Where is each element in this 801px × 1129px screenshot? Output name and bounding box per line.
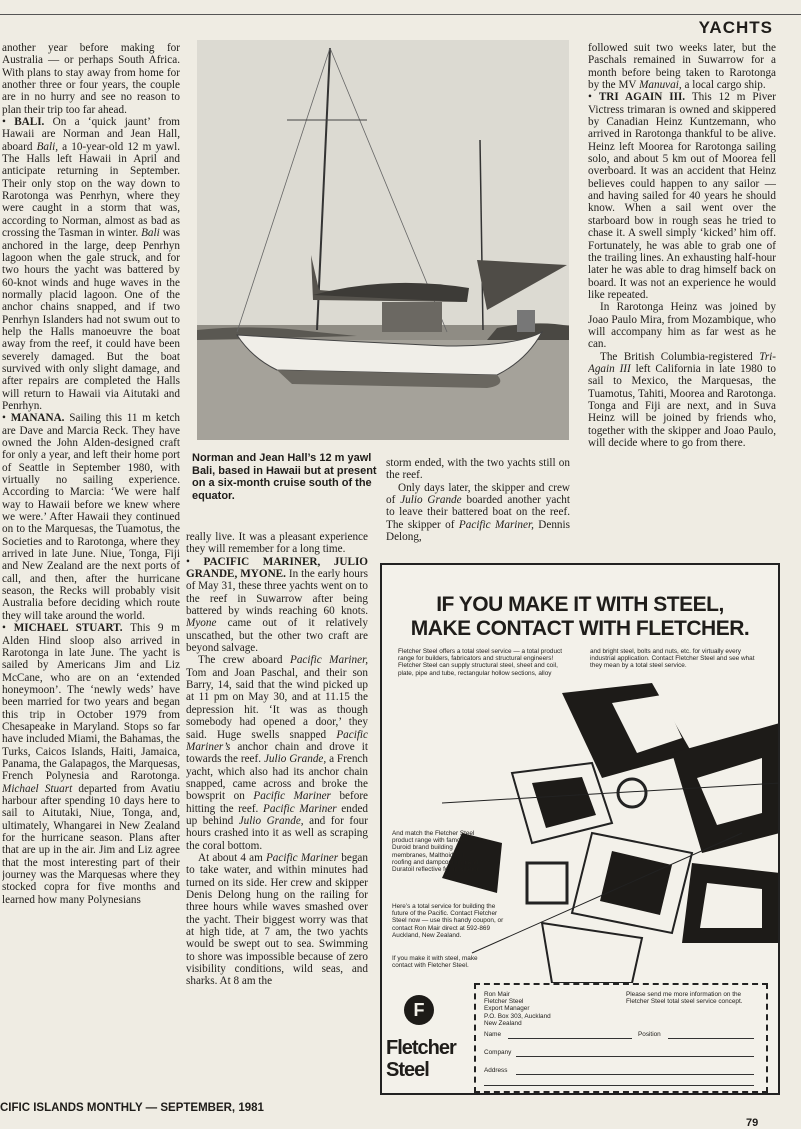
text: a 10-year-old 12 m yawl. The Halls left Hawaii in April and anticipate returning in September. Their only stop on the way down to Rarotonga was Penrhyn, where they were caught in a storm that was, according to Norman, almost as bad as crossing the Tasman in winter. — [2, 140, 180, 240]
boat-name: Pacific Mariner’s — [186, 728, 368, 753]
page-footer: CIFIC ISLANDS MONTHLY — SEPTEMBER, 1981 — [0, 1102, 264, 1114]
text: left California in late 1980 to sail to Mexico, the Marquesas, the Tuamotus, Tahiti, Moorea and Rarotonga. Tonga and Fiji are next, and in Suva Heinz will be joined by friends who, together with the skipper and Joao Paulo, will decide where to go from there. — [588, 362, 776, 449]
paragraph: storm ended, with the two yachts still on the reef. — [386, 457, 570, 482]
text: Tom and Joan Paschal, and their son Barry, 14, said that the wind picked up at 11 pm on May 30, and at 11.15 the depression hit. ‘It was as though somebody had opened a door,’ they said. Huge swells snapped — [186, 666, 368, 741]
field-address-label: Address — [484, 1067, 508, 1074]
article-column-4 — [588, 42, 776, 557]
field-name-label: Name — [484, 1031, 502, 1038]
text: At about 4 am — [198, 851, 263, 864]
boat-name: Julio Grande, — [263, 753, 327, 766]
boat-heading: MICHAEL STUART. — [13, 622, 123, 635]
field-name-line[interactable] — [508, 1038, 632, 1039]
field-address-line[interactable] — [516, 1074, 754, 1075]
paragraph — [186, 654, 368, 852]
text: On a ‘quick jaunt’ from Hawaii are Norman and Jean Hall, aboard — [2, 116, 180, 153]
boat-name: Pacific Mariner — [263, 802, 337, 815]
boat-name: Myone — [186, 617, 217, 630]
paragraph: • BALI. On a ‘quick jaunt’ from Hawaii are Norman and Jean Hall, aboard Bali, a 10-year-old 12 m yawl. The Halls left Hawaii in April and anticipate returning in September. Their only stop on the way down to Rarotonga was Penrhyn, where they were caught in a storm that was, according to Norman, almost as bad as crossing the Tasman in winter. Bali was anchored in the large, deep Penrhyn lagoon when the gale struck, and for two hours the yacht was battered by 60-knot winds and huge waves in the normally placid lagoon. One of the anchor chains snapped, and if two Penrhyn Islanders had not swum out to help the Halls manoeuvre the boat away from the reef, it could have been severely damaged. But the boat survived with only slight damage, and after repairs are completed the Halls will return to Hawaii via Aitutaki and Penrhyn. — [2, 116, 180, 412]
boat-heading: MANANA. — [10, 412, 65, 425]
text: Only days later, the skipper and crew of — [386, 481, 570, 507]
text: a French yacht, which also had its anchor chain snapped, came across and broke the bowsprit on — [186, 753, 368, 803]
boat-name: Michael Stuart — [2, 782, 73, 795]
paragraph: • PACIFIC MARINER, JULIO GRANDE, MYONE. In the early hours of May 31, these three yachts went on to the reef in Suwarrow after being battered by winds reaching 60 knots. Myone came out of it relatively unscathed, but the other two craft are beyond salvage. — [186, 555, 368, 655]
boat-name: Tri-Again III — [588, 350, 776, 375]
boat-name: Pacific Mariner, — [458, 518, 534, 531]
text: This 9 m Alden Hind sloop also arrived in Rarotonga in late June. The yacht is sailed by Americans Jim and Liz McCane, who are on an ‘extended honeymoon’. The ‘newly weds’ have been married for two years and began this trip in October 1979 from Chesapeake in Maryland. Stops so far have included Miami, the Bahamas, the Turks, Caicos Islands, Haiti, Jamaica, Panama, the Galapagos, the Marquesas, French Polynesia and Rarotonga. — [2, 622, 180, 783]
ad-headline-2: MAKE CONTACT WITH FLETCHER. — [410, 617, 750, 640]
text: anchor chain and drove it towards the reef. — [186, 740, 368, 766]
ad-service-text: Here’s a total service for building the future of the Pacific. Contact Fletcher Steel now — use this handy coupon, or contact Ron Mair direct at 592-869 Auckland, New Zealand. — [392, 903, 504, 939]
boat-heading: BALI. — [14, 116, 45, 129]
text: boarded another yacht to leave their battered boat on the reef. The skipper of — [386, 494, 570, 531]
text: was anchored in the large, deep Penrhyn lagoon when the gale struck, and for two hours the yacht was battered by 60-knot winds and huge waves in the normally placid lagoon. One of the anchor chains snapped, and if two Penrhyn Islanders had not swum out to help the Halls manoeuvre the boat away from the reef, it could have been severely damaged. But the boat survived with only slight damage, and after repairs are completed the Halls will return to Hawaii via Aitutaki and Penrhyn. — [2, 227, 180, 412]
fletcher-steel-logo — [386, 981, 470, 1087]
ad-closing-text: If you make it with steel, make contact with Fletcher Steel. — [392, 955, 478, 970]
paragraph: another year before making for Australia — or perhaps South Africa. With plans to stay away from home for another three or four years, the couple are in no hurry and see no reason to plan their trip too far ahead. — [2, 42, 180, 116]
text: followed suit two weeks later, but the Paschals remained in Suwarrow for a month before being taken to Rarotonga by the MV — [588, 42, 776, 92]
article-column-3 — [386, 457, 570, 557]
text: a local cargo ship. — [684, 79, 766, 92]
address-line: New Zealand — [484, 1019, 522, 1027]
address-line: Export Manager — [484, 1005, 530, 1013]
coupon-form[interactable] — [474, 983, 768, 1093]
text: The crew aboard — [198, 654, 283, 667]
top-rule — [0, 14, 801, 15]
address-line: P.O. Box 303, Auckland — [484, 1012, 551, 1020]
paragraph — [588, 42, 776, 91]
article-column-2 — [186, 531, 368, 1093]
text: In the early hours of May 31, these three yachts went on to the reef in Suwarrow after being battered by winds reaching 60 knots. — [186, 568, 368, 618]
paragraph — [386, 482, 570, 544]
boat-name: Julio Grande — [400, 494, 462, 507]
paragraph: really live. It was a pleasant experience they will remember for a long time. — [186, 531, 368, 556]
paragraph — [588, 351, 776, 450]
article-column-1 — [2, 42, 180, 1084]
boat-name: Pacific Mariner — [265, 851, 339, 864]
paragraph: • MANANA. Sailing this 11 m ketch are Dave and Marcia Reck. They have owned the John Alden-designed craft for only a year, and left their home port of Seattle in September 1980, with virtually no sailing experience. According to Marcia: ‘We were half way to Hawaii before we knew where we were.’ After Hawaii they continued on to the Marquesas, the Tuamotus, the Societies and to Rarotonga, where they arrived in late June. Niue, Tonga, Fiji and New Zealand are the next ports of call, and then, after the hurricane season, the Recks will probably visit Australia before deciding which route they will take around the world. — [2, 412, 180, 622]
logo-emblem: F — [404, 995, 434, 1025]
photo-caption: Norman and Jean Hall’s 12 m yawl Bali, based in Hawaii but at present on a six-month cruise south of the equator. — [192, 452, 377, 502]
text: ended up behind — [186, 802, 368, 827]
yacht-photo — [197, 40, 569, 440]
boat-name: Manuvai, — [639, 79, 682, 92]
text: The British Columbia-registered — [600, 350, 753, 363]
ad-intro-right: and bright steel, bolts and nuts, etc. for virtually every industrial application. Contact Fletcher Steel and see what they mean by a total steel service. — [590, 648, 755, 670]
boat-name: Bali — [141, 227, 160, 240]
section-heading: YACHTS — [698, 18, 773, 37]
field-position-line[interactable] — [668, 1038, 754, 1039]
boat-name: Bali, — [36, 140, 59, 153]
text: and for four hours crashed into it as well as scraping the coral bottom. — [186, 814, 368, 852]
field-address-line-2[interactable] — [484, 1085, 754, 1086]
yacht-illustration — [197, 40, 569, 440]
address-line: Fletcher Steel — [484, 998, 524, 1006]
ad-headline-1: IF YOU MAKE IT WITH STEEL, — [436, 593, 724, 616]
field-company-label: Company — [484, 1049, 512, 1056]
text: departed from Avatiu harbour after spending 10 days here to sail to Aitutaki, Niue, Tonga, and, ultimately, Whangarei in New Zealand for the hurricane season. Plans after that are up in the air. Jim and Liz agree that the most interesting part of their journey was the Marquesas where they stocked copra for five months and learned how many Polynesians — [2, 782, 180, 906]
boat-name: Pacific Mariner — [253, 790, 331, 803]
boat-heading: TRI AGAIN III. — [598, 91, 686, 104]
field-position-label: Position — [638, 1031, 661, 1038]
coupon-address — [484, 991, 594, 1027]
boat-heading: PACIFIC MARINER, JULIO GRANDE, MYONE. — [186, 555, 368, 581]
fletcher-steel-advertisement — [380, 563, 780, 1095]
logo-word-2: Steel — [386, 1059, 429, 1081]
paragraph — [186, 852, 368, 988]
coupon-request: Please send me more information on the Fletcher Steel total steel service concept. — [626, 991, 743, 1006]
ad-match-text: And match the Fletcher Steel product range with famous Duroid brand building membranes, Malthoid roll roofing and dampcoursing and Duratoil reflective foil insulation. — [392, 830, 482, 874]
text: Dennis Delong, — [386, 518, 570, 544]
text: This 12 m Piver Victress trimaran is owned and skippered by Canadian Heinz Kuntzemann, who arrived in Rarotonga thankful to be alive. Heinz left Moorea for Rarotonga sailing solo, and about 5 km out of Moorea fell overboard. It was an accident that Heinz believes could happen to any sailor — and having sailed for 40 years he should know. When a sail went over the starboard bow in rough seas he tried to chase it. A swell simply ‘kicked’ him off. Fortunately, he was able to grab one of the trailing lines. An exhausting half-hour later he was able to drag himself back on board. It was not an experience he would like repeated. — [588, 91, 776, 301]
text: came out of it relatively unscathed, but the other two craft are beyond salvage. — [186, 617, 368, 655]
text: began to take water, and within minutes had turned on its side. Her crew and skipper Denis Delong hung on the railing for three hours while waves smashed over the yacht. Their biggest worry was that at high tide, at 7 am, the two yachts would be swept out to sea. Swimming to shore was impossible because of zero visibility conditions, wild seas, and sharks. At 8 am the — [186, 851, 368, 988]
address-line: Ron Mair — [484, 991, 510, 998]
text: Sailing this 11 m ketch are Dave and Marcia Reck. They have owned the John Alden-designed craft for only a year, and left their home port of Seattle in September 1980, with virtually no sailing experience. According to Marcia: ‘We were half way to Hawaii before we knew where we were.’ After Hawaii they continued on to the Marquesas, the Tuamotus, the Societies and to Rarotonga, where they arrived in late June. Niue, Tonga, Fiji and New Zealand are the next ports of call, and then, after the hurricane season, the Recks will probably visit Australia before deciding which route they will take around the world. — [2, 412, 180, 622]
paragraph: In Rarotonga Heinz was joined by Joao Paulo Mira, from Mozambique, who will accompany him as far west as he can. — [588, 301, 776, 351]
page-number: 79 — [746, 1117, 759, 1129]
field-company-line[interactable] — [516, 1056, 754, 1057]
paragraph: • MICHAEL STUART. This 9 m Alden Hind sloop also arrived in Rarotonga in late June. The yacht is sailed by Americans Jim and Liz McCane, who are on an ‘extended honeymoon’. The ‘newly weds’ have been married for two years and began this trip in October 1979 from Chesapeake in Maryland. Stops so far have included Miami, the Bahamas, the Turks, Caicos Islands, Haiti, Jamaica, Panama, the Galapagos, the Marquesas, French Polynesia and Rarotonga. Michael Stuart departed from Avatiu harbour after spending 10 days here to sail to Aitutaki, Niue, Tonga, and, ultimately, Whangarei in New Zealand for the hurricane season. Plans after that are up in the air. Jim and Liz agree that the most interesting part of their journey was the Marquesas where they stocked copra for five months and learned how many Polynesians — [2, 622, 180, 906]
text: before hitting the reef. — [186, 790, 368, 815]
ad-intro-left: Fletcher Steel offers a total steel service — a total product range for builders, fabricators and structural engineers! Fletcher Steel can supply structural steel, sheet and coil, plate, pipe and tube, rectangular hollow sections, alloy — [398, 648, 562, 677]
paragraph: • TRI AGAIN III. This 12 m Piver Victress trimaran is owned and skippered by Canadian Heinz Kuntzemann, who arrived in Rarotonga thankful to be alive. Heinz left Moorea for Rarotonga sailing solo, and about 5 km out of Moorea fell overboard. It was an accident that Heinz believes could happen to any sailor — and having sailed for 40 years he should know. When a sail went over the starboard bow in rough seas he tried to chase it. A swell simply ‘kicked’ him off. Fortunately, he was able to grab one of the trailing lines. An exhausting half-hour later he was able to drag himself back on board. It was not an experience he would like repeated. — [588, 91, 776, 301]
boat-name: Julio Grande, — [238, 814, 304, 827]
logo-word-1: Fletcher — [386, 1037, 456, 1059]
boat-name: Pacific Mariner, — [290, 654, 368, 667]
